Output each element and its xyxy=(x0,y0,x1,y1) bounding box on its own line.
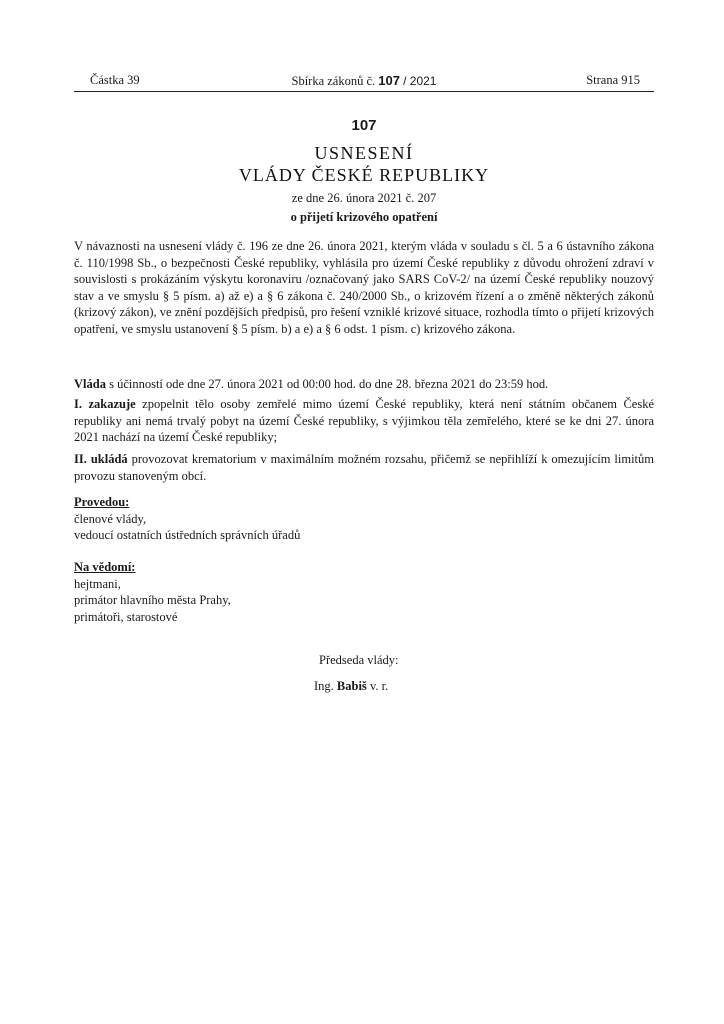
signature-name-line xyxy=(74,678,724,695)
document-number: 107 xyxy=(351,117,377,134)
provedou-section xyxy=(74,494,474,544)
item-2-bold: II. ukládá xyxy=(74,452,128,466)
document-title-line2: VLÁDY ČESKÉ REPUBLIKY xyxy=(238,165,490,185)
item-1-text: zpopelnit tělo osoby zemřelé mimo území České republiky, která není státním občanem České republiky ani nemá trvalý pobyt na území České republiky, s výjimkou těla zemřelého, které se ke dni 27. února 2021 nachází na území České republiky; xyxy=(74,397,655,444)
document-date: ze dne 26. února 2021 č. 207 xyxy=(291,191,437,205)
item-2-text: provozovat krematorium v maximálním možném rozsahu, přičemž se nepřihlíží k omezujícím limitům provozu stanoveným obcí. xyxy=(74,452,654,483)
item-1-paragraph xyxy=(74,396,654,446)
document-title-line1: USNESENÍ xyxy=(314,143,414,163)
header-collection xyxy=(74,73,654,89)
header-collection-year: / 2021 xyxy=(403,74,437,88)
signature-name: Babiš xyxy=(336,679,367,693)
signature-suffix: v. r. xyxy=(366,679,389,693)
effect-paragraph xyxy=(74,376,654,393)
header-page-number: Strana 915 xyxy=(586,73,640,87)
header-collection-number: 107 xyxy=(378,73,400,88)
na-vedomi-heading: Na vědomí: xyxy=(74,560,136,574)
item-1-bold: I. zakazuje xyxy=(74,397,136,411)
effect-bold: Vláda xyxy=(74,377,106,391)
header-collection-label: Sbírka zákonů č. xyxy=(291,74,376,88)
provedou-heading: Provedou: xyxy=(74,495,130,509)
header-part: Částka 39 xyxy=(90,73,140,87)
item-2-paragraph xyxy=(74,451,654,484)
na-vedomi-line: primátor hlavního města Prahy, xyxy=(74,593,231,607)
signature-role: Předseda vlády: xyxy=(319,653,399,667)
effect-text: s účinností ode dne 27. února 2021 od 00:00 hod. do dne 28. března 2021 do 23:59 hod. xyxy=(105,377,549,391)
signature-prefix: Ing. xyxy=(314,679,337,693)
document-subject: o přijetí krizového opatření xyxy=(290,210,438,224)
provedou-line: členové vlády, xyxy=(74,511,147,526)
page-header xyxy=(74,71,654,92)
na-vedomi-section xyxy=(74,559,474,625)
provedou-line: vedoucí ostatních ústředních správních úřadů xyxy=(74,528,301,542)
na-vedomi-line: hejtmani, xyxy=(74,576,121,591)
na-vedomi-line: primátoři, starostové xyxy=(74,609,178,624)
intro-paragraph: V návaznosti na usnesení vlády č. 196 ze dne 26. února 2021, kterým vláda v souladu s čl. 5 a 6 ústavního zákona č. 110/1998 Sb., o bezpečnosti České republiky, vyhlásila pro území České republiky z důvodu ohrožení zdraví v souvislosti s prokázáním výskytu koronaviru /označovaný jako SARS CoV-2/ na území České republiky nouzový stav a ve smyslu § 5 písm. a) až e) a § 6 zákona č. 240/2000 Sb., o krizovém řízení a o změně některých zákonů (krizový zákon), ve znění pozdějších předpisů, pro řešení vzniklé krizové situace, rozhodla tímto o přijetí krizových opatření, ve smyslu ustanovení § 5 písm. b) a e) a § 6 odst. 1 písm. c) krizového zákona. xyxy=(74,239,654,336)
